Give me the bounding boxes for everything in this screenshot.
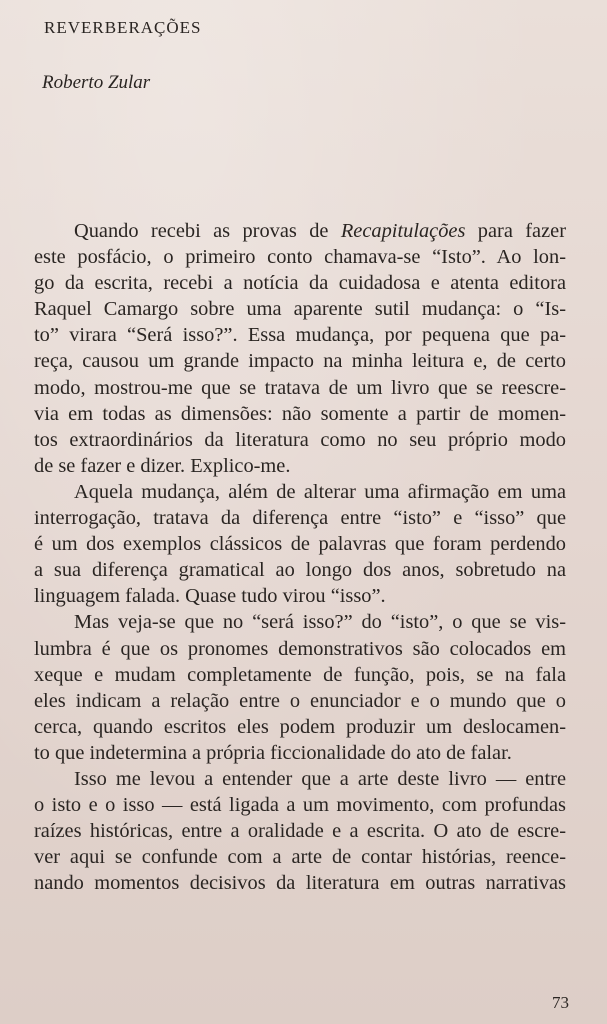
text-line: ver aqui se confunde com a arte de contar histórias, reence- (34, 846, 566, 869)
text-line: tos extraordinários da literatura como no seu próprio modo (34, 428, 566, 451)
text-line: go da escrita, recebi a notícia da cuidadosa e atenta editora (34, 272, 566, 295)
text-line: via em todas as dimensões: não somente a partir de momen- (34, 402, 566, 425)
author-name: Roberto Zular (42, 72, 151, 93)
text-line: raízes históricas, entre a oralidade e a escrita. O ato de escre- (34, 820, 566, 843)
paragraph-3 (34, 609, 566, 766)
text-line: o isto e o isso — está ligada a um movimento, com profundas (34, 794, 566, 817)
text-line: to que indetermina a própria ficcionalidade do ato de falar. (34, 741, 512, 764)
page-number: 73 (552, 993, 569, 1012)
chapter-title: REVERBERAÇÕES (44, 18, 202, 37)
text-line: Mas veja-se que no “será isso?” do “isto”, o que se vis- (74, 611, 566, 634)
text-line: este posfácio, o primeiro conto chamava-se “Isto”. Ao lon- (34, 246, 566, 269)
paragraph-2 (34, 479, 566, 609)
text-line: reça, causou um grande impacto na minha leitura e, de certo (34, 350, 566, 373)
text-line: eles indicam a relação entre o enunciador e o mundo que o (34, 689, 566, 712)
text-line: Isso me levou a entender que a arte deste livro — entre (74, 767, 566, 790)
text-line: Aquela mudança, além de alterar uma afirmação em uma (74, 480, 566, 503)
text-line: de se fazer e dizer. Explico-me. (34, 454, 291, 477)
text-line: linguagem falada. Quase tudo virou “isso”. (34, 585, 386, 608)
text-line: Quando recebi as provas de Recapitulações para fazer (74, 220, 566, 242)
body-text (34, 218, 566, 896)
text-line: Raquel Camargo sobre uma aparente sutil mudança: o “Is- (34, 298, 566, 321)
paragraph-4 (34, 766, 566, 896)
text-line: xeque e mudam completamente de função, pois, se na fala (34, 663, 566, 686)
text-line: nando momentos decisivos da literatura em outras narrativas (34, 872, 566, 895)
paragraph-1 (34, 218, 566, 479)
text-line: modo, mostrou-me que se tratava de um livro que se reescre- (34, 376, 566, 399)
text-line: cerca, quando escritos eles podem produzir um deslocamen- (34, 715, 566, 738)
text-line: a sua diferença gramatical ao longo dos anos, sobretudo na (34, 559, 566, 582)
text-line: é um dos exemplos clássicos de palavras que foram perdendo (34, 533, 566, 556)
text-line: interrogação, tratava da diferença entre “isto” e “isso” que (34, 507, 566, 530)
text-line: lumbra é que os pronomes demonstrativos são colocados em (34, 637, 566, 660)
text-line: to” virara “Será isso?”. Essa mudança, por pequena que pa- (34, 324, 566, 347)
book-title-italic: Recapitulações (340, 220, 466, 242)
